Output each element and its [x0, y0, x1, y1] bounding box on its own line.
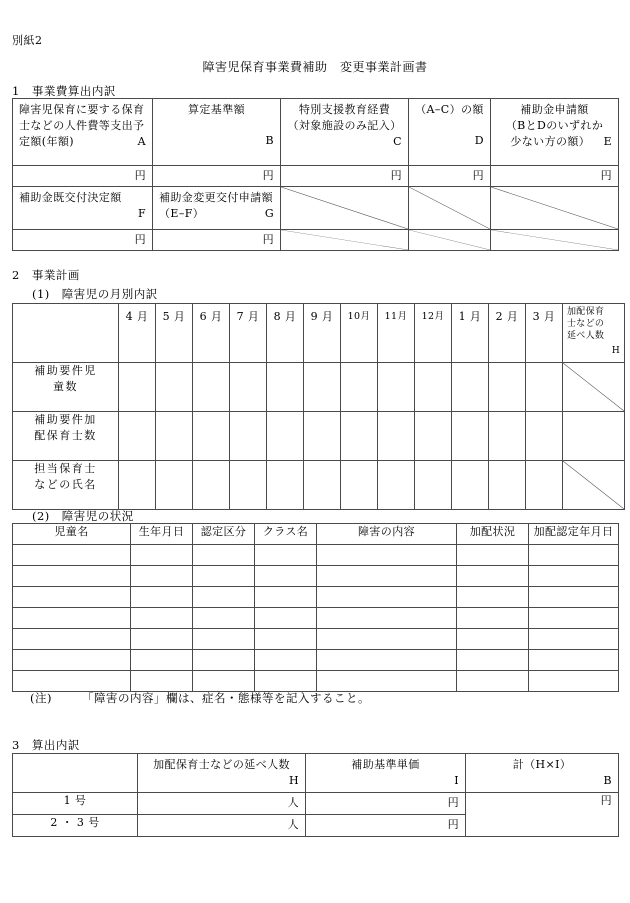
month-label: 9 月 — [310, 310, 334, 323]
cell-line: 少ない方の額） — [510, 134, 591, 148]
entry-cell-staffing-status[interactable] — [457, 671, 529, 692]
unit-yen: 円 — [134, 169, 146, 182]
month-header-cell — [452, 304, 489, 363]
column-header-birthdate — [131, 524, 193, 545]
cell-standard-b — [153, 99, 281, 166]
row-label-line: 童数 — [53, 379, 78, 393]
column-header-label: 加配認定年月日 — [533, 525, 614, 538]
cell-line: 定額(年額) — [19, 134, 74, 148]
entry-cell-certification-type[interactable] — [193, 671, 255, 692]
cell-special-support-c — [281, 99, 409, 166]
unit-yen: 円 — [447, 818, 459, 831]
unit-yen: 円 — [390, 169, 402, 182]
month-header-cell — [378, 304, 415, 363]
entry-cell-disability-detail[interactable] — [317, 608, 457, 629]
page-title: 障害児保育事業費補助 変更事業計画書 — [202, 60, 428, 74]
expense-breakdown-table — [12, 98, 619, 251]
entry-cell-class-name[interactable] — [255, 608, 317, 629]
column-header-certification-type — [193, 524, 255, 545]
table-row — [13, 545, 619, 566]
entry-cell-child-name[interactable] — [13, 587, 131, 608]
entry-cell-staffing-status[interactable] — [457, 545, 529, 566]
table-row — [13, 566, 619, 587]
entry-cell-month[interactable] — [230, 363, 267, 412]
calculation-breakdown-table — [12, 753, 619, 837]
note-text: 「障害の内容」欄は、症名・態様等を記入すること。 — [82, 691, 370, 705]
cell-corner-blank — [13, 754, 138, 793]
entry-cell-birthdate[interactable] — [131, 566, 193, 587]
month-header-cell — [119, 304, 156, 363]
struck-cell-e — [491, 229, 619, 250]
cell-line: 士などの人件費等支出予 — [19, 118, 145, 132]
table-row — [13, 461, 625, 510]
month-header-cell — [341, 304, 378, 363]
cell-line: 補助金変更交付申請額 — [159, 190, 273, 204]
entry-cell-month[interactable] — [230, 461, 267, 510]
entry-cell-child-name[interactable] — [13, 650, 131, 671]
entry-cell-certification-date[interactable] — [529, 671, 619, 692]
entry-cell-staffing-status[interactable] — [457, 650, 529, 671]
entry-cell-class-name[interactable] — [255, 629, 317, 650]
table-row — [13, 412, 625, 461]
entry-cell-birthdate[interactable] — [131, 545, 193, 566]
cell-code: I — [454, 773, 459, 787]
entry-cell-month[interactable] — [119, 363, 156, 412]
cell-code: H — [611, 346, 620, 357]
entry-cell-month[interactable] — [341, 461, 378, 510]
month-header-cell — [415, 304, 452, 363]
entry-cell-month[interactable] — [452, 461, 489, 510]
month-header-cell — [489, 304, 526, 363]
month-label: 11月 — [384, 311, 408, 322]
cell-code: B — [603, 773, 612, 787]
entry-cell-month[interactable] — [267, 461, 304, 510]
note-marker: (注) — [30, 691, 52, 705]
entry-cell-a-amount[interactable] — [13, 166, 153, 187]
entry-cell-certification-date[interactable] — [529, 545, 619, 566]
entry-cell-class-name[interactable] — [255, 566, 317, 587]
cell-line: （BとDのいずれか — [505, 118, 604, 132]
entry-cell-child-name[interactable] — [13, 545, 131, 566]
entry-cell-headcount-type-2-3[interactable] — [138, 815, 306, 837]
cell-line: （E–F） — [159, 206, 205, 220]
column-header-class-name — [255, 524, 317, 545]
diagonal-strike-icon — [491, 187, 618, 229]
row-label-line: 配保育士数 — [34, 428, 97, 442]
struck-cell-c — [281, 229, 409, 250]
entry-cell-month[interactable] — [193, 363, 230, 412]
cell-total-headcount-h — [563, 304, 625, 363]
month-header-cell — [230, 304, 267, 363]
entry-cell-month[interactable] — [230, 412, 267, 461]
entry-cell-child-name[interactable] — [13, 566, 131, 587]
entry-cell-month[interactable] — [489, 412, 526, 461]
entry-cell-certification-type[interactable] — [193, 587, 255, 608]
diagonal-strike-icon — [563, 363, 624, 411]
table-header-row — [13, 524, 619, 545]
cell-ac-difference-d — [409, 99, 491, 166]
cell-line: 士などの — [567, 319, 605, 330]
entry-cell-certification-type[interactable] — [193, 608, 255, 629]
section-3-heading: 3 算出内訳 — [12, 738, 80, 752]
struck-cell-c — [281, 186, 409, 229]
entry-cell-month[interactable] — [119, 412, 156, 461]
cell-code: B — [265, 133, 274, 147]
entry-cell-child-name[interactable] — [13, 608, 131, 629]
entry-cell-month[interactable] — [156, 412, 193, 461]
entry-cell-disability-detail[interactable] — [317, 629, 457, 650]
table-row — [13, 629, 619, 650]
unit-yen: 円 — [134, 232, 146, 246]
entry-cell-month[interactable] — [341, 363, 378, 412]
column-header-label: クラス名 — [262, 525, 309, 538]
entry-cell-month[interactable] — [415, 461, 452, 510]
column-header-certification-date — [529, 524, 619, 545]
entry-cell-f-amount[interactable] — [13, 229, 153, 250]
unit-people: 人 — [287, 796, 299, 809]
section-2-2-heading: (2) 障害児の状況 — [32, 509, 134, 523]
entry-cell-staffing-status[interactable] — [457, 587, 529, 608]
entry-cell-c-amount[interactable] — [281, 166, 409, 187]
table-row — [13, 671, 619, 692]
entry-cell-month[interactable] — [526, 412, 563, 461]
entry-cell-staffing-status[interactable] — [457, 566, 529, 587]
cell-line: （A–C）の額 — [415, 103, 484, 116]
unit-yen: 円 — [472, 169, 484, 182]
entry-cell-month[interactable] — [415, 363, 452, 412]
row-label: 2 ・ 3 号 — [50, 816, 100, 829]
column-header-disability-detail — [317, 524, 457, 545]
month-label: 6 月 — [199, 310, 223, 323]
month-header-cell — [304, 304, 341, 363]
column-header-unit-price-i — [306, 754, 466, 793]
entry-cell-birthdate[interactable] — [131, 650, 193, 671]
table-row — [13, 99, 619, 166]
entry-cell-e-amount[interactable] — [491, 166, 619, 187]
cell-line: 延べ人数 — [567, 331, 605, 342]
cell-code: G — [264, 206, 274, 220]
section-1-heading: 1 事業費算出内訳 — [12, 84, 116, 98]
entry-cell-month[interactable] — [489, 461, 526, 510]
entry-cell-birthdate[interactable] — [131, 587, 193, 608]
entry-cell-disability-detail[interactable] — [317, 650, 457, 671]
entry-cell-month[interactable] — [526, 461, 563, 510]
entry-cell-month[interactable] — [452, 412, 489, 461]
table-header-row — [13, 304, 625, 363]
struck-cell-total — [563, 363, 625, 412]
entry-cell-disability-detail[interactable] — [317, 566, 457, 587]
entry-cell-birthdate[interactable] — [131, 608, 193, 629]
month-label: 4 月 — [125, 310, 149, 323]
column-header-child-name — [13, 524, 131, 545]
entry-cell-unit-price-type-2-3[interactable] — [306, 815, 466, 837]
diagonal-strike-icon — [281, 187, 408, 229]
cell-corner-blank — [13, 304, 119, 363]
entry-cell-month[interactable] — [378, 412, 415, 461]
table-header-row — [13, 754, 619, 793]
entry-cell-certification-date[interactable] — [529, 566, 619, 587]
form-number-label: 別紙2 — [12, 34, 43, 47]
entry-cell-month[interactable] — [489, 363, 526, 412]
entry-cell-month[interactable] — [267, 412, 304, 461]
column-header-staffing-status — [457, 524, 529, 545]
table-row — [13, 363, 625, 412]
month-header-cell — [156, 304, 193, 363]
struck-cell-total — [563, 461, 625, 510]
table-row — [13, 650, 619, 671]
row-label-eligible-children — [13, 363, 119, 412]
entry-cell-month[interactable] — [193, 461, 230, 510]
column-header-label: 加配状況 — [469, 525, 516, 538]
cell-line: 加配保育 — [567, 307, 605, 317]
month-header-cell — [267, 304, 304, 363]
cell-line: 算定基準額 — [188, 103, 245, 116]
table-row — [13, 608, 619, 629]
month-label: 5 月 — [162, 310, 186, 323]
entry-cell-grand-total[interactable] — [466, 793, 619, 837]
table-row — [13, 186, 619, 229]
month-label: 10月 — [347, 311, 371, 322]
entry-cell-month[interactable] — [267, 363, 304, 412]
month-label: 1 月 — [458, 310, 482, 323]
month-label: 2 月 — [495, 310, 519, 323]
entry-cell-month[interactable] — [378, 363, 415, 412]
unit-yen: 円 — [262, 169, 274, 182]
entry-cell-g-amount[interactable] — [153, 229, 281, 250]
monthly-breakdown-table — [12, 303, 625, 510]
cell-code: A — [137, 134, 146, 148]
month-label: 3 月 — [532, 310, 556, 323]
row-label-line: 補助要件児 — [34, 364, 97, 377]
entry-cell-disability-detail[interactable] — [317, 587, 457, 608]
entry-cell-child-name[interactable] — [13, 671, 131, 692]
entry-cell-month[interactable] — [304, 412, 341, 461]
diagonal-strike-icon — [563, 461, 624, 509]
row-label-type-2-3 — [13, 815, 138, 837]
column-header-label: 加配保育士などの延べ人数 — [153, 758, 290, 771]
column-header-label: 補助基準単価 — [351, 758, 420, 771]
entry-cell-certification-date[interactable] — [529, 650, 619, 671]
entry-cell-month[interactable] — [156, 363, 193, 412]
diagonal-strike-icon — [491, 230, 618, 250]
entry-cell-certification-date[interactable] — [529, 587, 619, 608]
entry-cell-certification-type[interactable] — [193, 629, 255, 650]
month-header-cell — [193, 304, 230, 363]
entry-cell-month[interactable] — [156, 461, 193, 510]
struck-cell-d — [409, 229, 491, 250]
entry-cell-birthdate[interactable] — [131, 671, 193, 692]
cell-code: C — [393, 134, 402, 148]
entry-cell-month[interactable] — [304, 363, 341, 412]
entry-cell-class-name[interactable] — [255, 545, 317, 566]
cell-code: E — [603, 134, 612, 148]
unit-yen: 円 — [447, 796, 459, 809]
column-header-total-b — [466, 754, 619, 793]
cell-code: F — [137, 206, 146, 220]
cell-subsidy-request-e — [491, 99, 619, 166]
row-label-staff-names — [13, 461, 119, 510]
cell-line: 障害児保育に要する保育 — [19, 103, 145, 116]
entry-cell-total[interactable] — [563, 412, 625, 461]
cell-expense-a — [13, 99, 153, 166]
children-status-table — [12, 523, 619, 692]
month-label: 8 月 — [273, 310, 297, 323]
entry-cell-headcount-type-1[interactable] — [138, 793, 306, 815]
entry-cell-month[interactable] — [526, 363, 563, 412]
row-label-line: などの氏名 — [34, 477, 97, 491]
entry-cell-certification-date[interactable] — [529, 629, 619, 650]
entry-cell-staffing-status[interactable] — [457, 629, 529, 650]
entry-cell-month[interactable] — [341, 412, 378, 461]
entry-cell-class-name[interactable] — [255, 587, 317, 608]
entry-cell-month[interactable] — [119, 461, 156, 510]
entry-cell-d-amount[interactable] — [409, 166, 491, 187]
entry-cell-birthdate[interactable] — [131, 629, 193, 650]
unit-yen: 円 — [600, 794, 612, 807]
table-row — [13, 793, 619, 815]
entry-cell-month[interactable] — [193, 412, 230, 461]
month-header-cell — [526, 304, 563, 363]
column-header-label: 児童名 — [54, 525, 89, 538]
cell-code: D — [474, 133, 484, 147]
row-label: 1 号 — [63, 794, 87, 807]
entry-cell-unit-price-type-1[interactable] — [306, 793, 466, 815]
row-label-line: 担当保育士 — [34, 462, 97, 475]
entry-cell-month[interactable] — [378, 461, 415, 510]
cell-change-request-g — [153, 186, 281, 229]
entry-cell-certification-date[interactable] — [529, 608, 619, 629]
diagonal-strike-icon — [409, 230, 490, 250]
cell-line: 補助金申請額 — [520, 103, 589, 116]
entry-cell-child-name[interactable] — [13, 629, 131, 650]
table-row — [13, 229, 619, 250]
cell-line: 特別支援教育経費 — [298, 103, 391, 116]
row-label-line: 補助要件加 — [34, 413, 97, 426]
entry-cell-disability-detail[interactable] — [317, 545, 457, 566]
cell-line: （対象施設のみ記入） — [287, 118, 402, 132]
cell-code: H — [289, 773, 299, 787]
entry-cell-disability-detail[interactable] — [317, 671, 457, 692]
entry-cell-staffing-status[interactable] — [457, 608, 529, 629]
entry-cell-month[interactable] — [304, 461, 341, 510]
month-label: 7 月 — [236, 310, 260, 323]
section-2-1-heading: (1) 障害児の月別内訳 — [32, 287, 158, 301]
cell-granted-amount-f — [13, 186, 153, 229]
diagonal-strike-icon — [409, 187, 490, 229]
column-header-label: 生年月日 — [138, 525, 185, 538]
entry-cell-certification-type[interactable] — [193, 545, 255, 566]
table-row — [13, 587, 619, 608]
row-label-eligible-staff — [13, 412, 119, 461]
unit-people: 人 — [287, 818, 299, 831]
entry-cell-certification-type[interactable] — [193, 650, 255, 671]
column-header-label: 計（H×I） — [512, 758, 572, 771]
entry-cell-class-name[interactable] — [255, 650, 317, 671]
struck-cell-e — [491, 186, 619, 229]
table-row — [13, 166, 619, 187]
section-2-heading: 2 事業計画 — [12, 268, 80, 282]
month-label: 12月 — [421, 311, 445, 322]
struck-cell-d — [409, 186, 491, 229]
entry-cell-certification-type[interactable] — [193, 566, 255, 587]
column-header-total-headcount-h — [138, 754, 306, 793]
entry-cell-b-amount[interactable] — [153, 166, 281, 187]
unit-yen: 円 — [600, 169, 612, 182]
entry-cell-month[interactable] — [452, 363, 489, 412]
column-header-label: 認定区分 — [200, 525, 247, 538]
row-label-type-1 — [13, 793, 138, 815]
entry-cell-class-name[interactable] — [255, 671, 317, 692]
cell-line: 補助金既交付決定額 — [19, 190, 122, 204]
form-note — [30, 690, 370, 706]
column-header-label: 障害の内容 — [358, 525, 415, 538]
unit-yen: 円 — [262, 232, 274, 246]
diagonal-strike-icon — [281, 230, 408, 250]
entry-cell-month[interactable] — [415, 412, 452, 461]
